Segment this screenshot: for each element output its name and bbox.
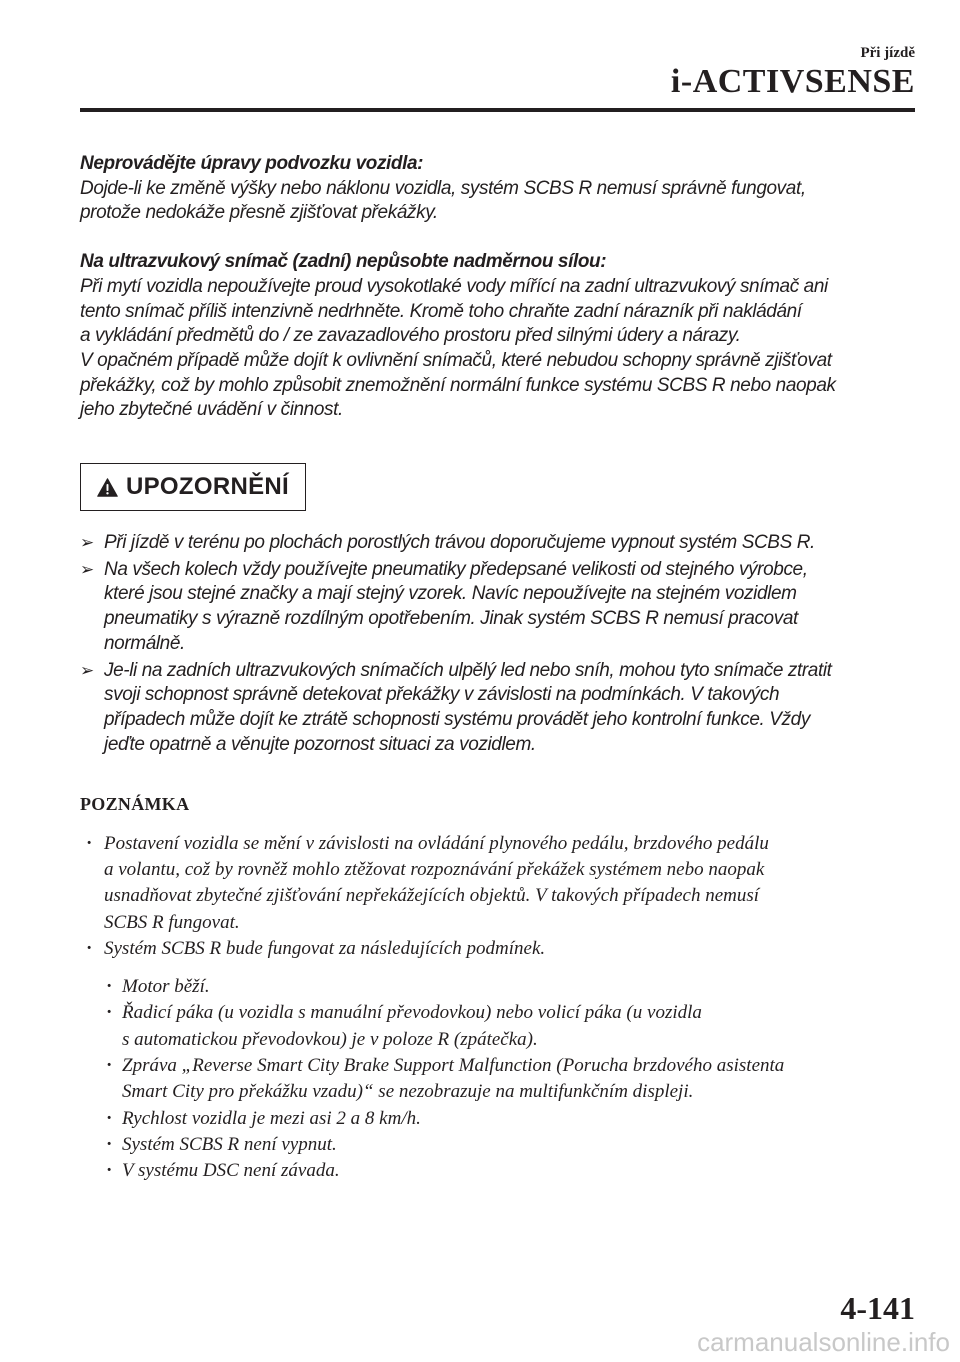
caution-item (80, 558, 920, 657)
text-line: V systému DSC není závada. (122, 1160, 340, 1182)
caution-list (80, 531, 920, 757)
page-header (671, 44, 915, 102)
text-line: Systém SCBS R bude fungovat za následujících podmínek. (104, 937, 546, 959)
text-line: Postavení vozidla se mění v závislosti na ovládání plynového pedálu, brzdového pedálu (104, 832, 769, 854)
text-line: Při mytí vozidla nepoužívejte proud vysokotlaké vody mířící na zadní ultrazvukový snímač ani (80, 275, 828, 297)
dot-bullet-icon: · (106, 976, 113, 998)
text-line: jeďte opatrně a věnujte pozornost situaci za vozidlem. (104, 733, 536, 755)
text-line: Na všech kolech vždy používejte pneumatiky předepsané velikosti od stejného výrobce, (104, 558, 808, 580)
text-line: protože nedokáže přesně zjišťovat překážky. (80, 202, 438, 224)
condition-item (100, 1106, 920, 1132)
dot-bullet-icon: · (86, 937, 93, 959)
caution-heading (80, 463, 306, 511)
note-title: POZNÁMKA (80, 794, 190, 815)
watermark: carmanualsonline.info (697, 1327, 950, 1357)
dot-bullet-icon: · (106, 1133, 113, 1155)
dot-bullet-icon: · (106, 1107, 113, 1129)
dot-bullet-icon: · (86, 832, 93, 854)
text-line: usnadňovat zbytečné zjišťování nepřekážejících objektů. V takových případech nemusí (104, 885, 760, 907)
paragraph (80, 152, 920, 226)
condition-item (100, 1053, 920, 1106)
dot-bullet-icon: · (106, 1160, 113, 1182)
note-item (80, 936, 920, 962)
page-content (80, 152, 920, 1185)
condition-item (100, 1000, 920, 1053)
arrow-bullet-icon: ➢ (80, 660, 94, 680)
warning-triangle-icon (97, 474, 118, 501)
chapter-title: i-ACTIVSENSE (670, 63, 915, 100)
text-line: překážky, což by mohlo způsobit znemožnění normální funkce systému SCBS R nebo naopak (80, 374, 836, 396)
text-line: jeho zbytečné uvádění v činnost. (80, 399, 343, 421)
text-line: pneumatiky s výrazně rozdílným opotřebením. Jinak systém SCBS R nemusí pracovat (104, 608, 798, 630)
text-line: které jsou stejné značky a mají stejný vzorek. Navíc nepoužívejte na stejném vozidlem (104, 583, 797, 605)
dot-bullet-icon: · (106, 1002, 113, 1024)
paragraph-title: Na ultrazvukový snímač (zadní) nepůsobte nadměrnou sílou: (80, 251, 607, 273)
header-rule (80, 108, 915, 112)
caution-item (80, 531, 920, 556)
note-list (80, 831, 920, 962)
text-line: s automatickou převodovkou) je v poloze R (zpátečka). (122, 1028, 538, 1050)
text-line: tento snímač příliš intenzivně nedrhněte. Kromě toho chraňte zadní nárazník při nakládání (80, 300, 802, 322)
dot-bullet-icon: · (106, 1055, 113, 1077)
text-line: V opačném případě může dojít k ovlivnění snímačů, které nebudou schopny správně zjišťovat (80, 349, 832, 371)
caution-item (80, 659, 920, 758)
arrow-bullet-icon: ➢ (80, 559, 94, 579)
text-line: případech může dojít ke ztrátě schopnosti systému provádět jeho kontrolní funkce. Vždy (104, 708, 810, 730)
text-line: a volantu, což by rovněž mohlo ztěžovat rozpoznávání překážek systémem nebo naopak (104, 858, 765, 880)
text-line: a vykládání předmětů do / ze zavazadlového prostoru před silnými údery a nárazy. (80, 325, 741, 347)
note-item (80, 831, 920, 936)
text-line: Při jízdě v terénu po plochách porostlých trávou doporučujeme vypnout systém SCBS R. (104, 532, 815, 554)
text-line: Zpráva „Reverse Smart City Brake Support Malfunction (Porucha brzdového asistenta (122, 1055, 785, 1077)
text-line: Je-li na zadních ultrazvukových snímačích ulpělý led nebo sníh, mohou tyto snímače ztratit (104, 659, 832, 681)
text-line: Řadicí páka (u vozidla s manuální převodovkou) nebo volicí páka (u vozidla (122, 1002, 702, 1024)
paragraph (80, 250, 920, 423)
text-line: Motor běží. (122, 976, 210, 998)
text-line: svoji schopnost správně detekovat překážky v závislosti na podmínkách. V takových (104, 684, 780, 706)
caution-label: UPOZORNĚNÍ (125, 473, 289, 501)
page-number: 4-141 (840, 1290, 915, 1326)
paragraphs (80, 152, 920, 423)
text-line: normálně. (104, 632, 185, 654)
condition-item (100, 1132, 920, 1158)
condition-item (100, 974, 920, 1000)
condition-item (100, 1158, 920, 1184)
text-line: Smart City pro překážku vzadu)“ se nezobrazuje na multifunkčním displeji. (122, 1081, 694, 1103)
note-section (80, 791, 920, 1184)
text-line: Systém SCBS R není vypnut. (122, 1133, 337, 1155)
text-line: Rychlost vozidla je mezi asi 2 a 8 km/h. (122, 1107, 421, 1129)
text-line: SCBS R fungovat. (104, 911, 240, 933)
text-line: Dojde-li ke změně výšky nebo náklonu vozidla, systém SCBS R nemusí správně fungovat, (80, 177, 806, 199)
section-title: Při jízdě (860, 45, 915, 61)
paragraph-title: Neprovádějte úpravy podvozku vozidla: (80, 153, 424, 174)
arrow-bullet-icon: ➢ (80, 533, 94, 553)
condition-list (80, 974, 920, 1184)
